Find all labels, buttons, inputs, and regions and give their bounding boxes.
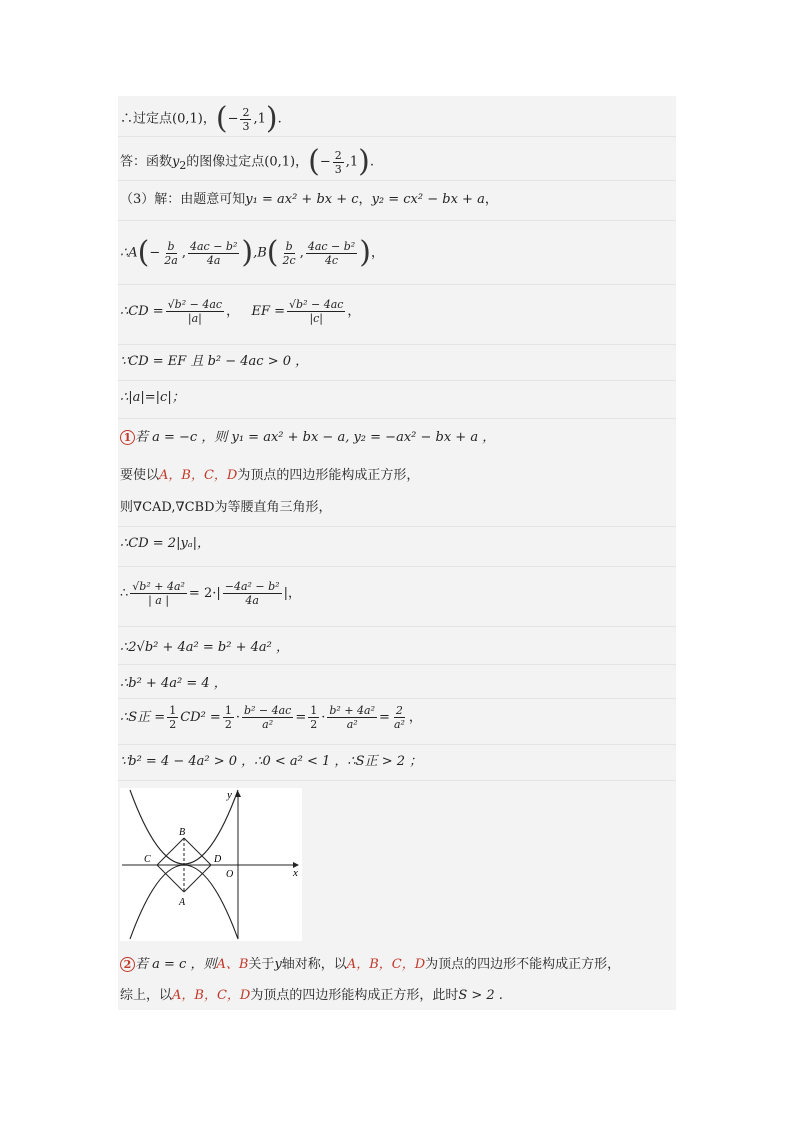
fraction xyxy=(287,298,345,325)
denominator: 2 xyxy=(310,718,318,731)
row-divider xyxy=(118,380,676,381)
numerator: 2 xyxy=(242,105,250,119)
circled-number-2: 2 xyxy=(120,957,135,972)
denominator: | a | xyxy=(148,594,170,607)
text: y xyxy=(274,957,282,972)
text: ， xyxy=(408,710,422,725)
row-divider xyxy=(118,780,676,781)
row-divider xyxy=(118,626,676,627)
line-ratio xyxy=(120,580,301,607)
denominator: 3 xyxy=(242,119,250,133)
parabola-svg xyxy=(120,788,302,941)
text: ∴CD = xyxy=(120,304,164,319)
fraction xyxy=(223,580,282,607)
line-cd-2ya: ∴CD = 2|yₐ|， xyxy=(120,536,211,551)
fraction xyxy=(166,298,224,325)
line-since-cd-ef: ∵CD = EF 且 b² − 4ac > 0 ， xyxy=(120,354,309,369)
row-divider xyxy=(118,664,676,665)
line-isosceles: 则∇CAD,∇CBD为等腰直角三角形， xyxy=(120,500,332,515)
fraction xyxy=(392,704,407,731)
text: (0,1) xyxy=(264,154,296,170)
denominator: a² xyxy=(346,718,358,731)
paren: ( xyxy=(266,235,279,270)
fraction xyxy=(333,149,344,176)
line-abs-equal: ∴|a|=|c|； xyxy=(120,390,185,405)
fraction xyxy=(162,240,180,267)
numerator: 1 xyxy=(310,704,318,717)
text: |， xyxy=(283,586,301,601)
row-divider xyxy=(118,418,676,419)
text: ， xyxy=(295,154,309,170)
text: EF = xyxy=(251,304,286,319)
text: 要使以 xyxy=(120,468,160,483)
row-divider xyxy=(118,566,676,567)
text: 若 a = c ，则 xyxy=(135,957,217,972)
numerator: √b² + 4a² xyxy=(132,580,185,593)
line-conclusion-s: ∵b² = 4 − 4a² > 0 ，∴0 < a² < 1 ，∴S正 > 2 ； xyxy=(120,754,423,769)
paren: ( xyxy=(215,101,228,136)
denominator: 3 xyxy=(334,162,342,176)
text: 答：函数 xyxy=(120,154,173,170)
text: A、B xyxy=(216,957,249,972)
line-cd-ef xyxy=(120,298,360,325)
row-divider xyxy=(118,284,676,285)
parabola-figure xyxy=(120,788,302,941)
text: A，B，C，D xyxy=(346,957,426,972)
denominator: 2 xyxy=(224,718,232,731)
numerator: √b² − 4ac xyxy=(167,298,223,311)
numerator: 2 xyxy=(395,704,403,717)
text: ∴S正 = xyxy=(120,710,166,725)
text: ， xyxy=(358,192,372,207)
text: = 2·| xyxy=(188,586,221,601)
text: ∴A xyxy=(120,245,138,261)
numerator: √b² − 4ac xyxy=(289,298,344,311)
paren: ) xyxy=(359,235,371,270)
denominator: |a| xyxy=(187,312,202,325)
label-x: x xyxy=(293,867,298,879)
denominator: 4a xyxy=(206,253,221,267)
text: ,B xyxy=(253,245,267,261)
fraction xyxy=(240,106,251,133)
denominator: 4c xyxy=(324,253,339,267)
numerator: 1 xyxy=(169,704,177,717)
fraction xyxy=(223,704,234,731)
line-case1 xyxy=(120,428,495,448)
text: ， xyxy=(347,304,361,319)
text: CD² = xyxy=(180,710,221,725)
text: （3）解：由题意可知 xyxy=(120,192,246,207)
text: − xyxy=(319,154,331,170)
row-divider xyxy=(118,220,676,221)
text: 综上，以 xyxy=(120,988,173,1003)
label-d: D xyxy=(214,854,222,865)
text: ,1 xyxy=(345,154,359,170)
row-divider xyxy=(118,344,676,345)
fraction xyxy=(188,240,239,267)
paren: ( xyxy=(308,144,320,179)
text: y xyxy=(172,154,180,170)
fraction xyxy=(167,704,178,731)
row-divider xyxy=(118,526,676,527)
line-summary xyxy=(120,986,503,1006)
row-divider xyxy=(118,744,676,745)
text: 为顶点的四边形能构成正方形， xyxy=(237,468,420,483)
numerator: b xyxy=(285,239,293,253)
line-vertex-coords: ∴A(− $\frac{b}{2a}$ , $\frac{\text{4ac − b²}}{4a}$ ),B( $\frac{b}{2c}$ , $\frac{\text{4ac − b²}}{4c}$ )， xyxy=(120,235,384,270)
label-c: C xyxy=(144,854,151,865)
text: A，B，C，D xyxy=(159,468,238,483)
row-divider xyxy=(118,136,676,137)
fraction xyxy=(327,704,377,731)
text: = xyxy=(295,710,307,725)
text: (0,1) xyxy=(172,111,203,127)
text: ， xyxy=(202,111,216,127)
label-b: B xyxy=(179,827,186,838)
text: − xyxy=(149,245,161,261)
text: ∴ xyxy=(120,586,129,601)
segment-cb xyxy=(157,838,184,865)
denominator: 4a xyxy=(245,594,259,607)
denominator: a² xyxy=(393,718,405,731)
text: 2 xyxy=(179,159,187,173)
numerator: 4ac − b² xyxy=(190,239,238,253)
text: y₂ = cx² − bx + a xyxy=(371,192,485,207)
text: 为顶点的四边形不能构成正方形， xyxy=(425,957,621,972)
numerator: b² − 4ac xyxy=(243,704,292,717)
denominator: |c| xyxy=(309,312,324,325)
fraction xyxy=(130,580,187,607)
circled-number-1: 1 xyxy=(120,430,135,445)
text: · xyxy=(321,710,326,725)
numerator: b² + 4a² xyxy=(329,704,376,717)
fraction xyxy=(308,704,319,731)
text: ， xyxy=(226,304,240,319)
paren: ) xyxy=(241,235,254,270)
fraction xyxy=(242,704,293,731)
denominator: a² xyxy=(262,718,274,731)
text: 为顶点的四边形能构成正方形，此时 xyxy=(250,988,459,1003)
numerator: 1 xyxy=(224,704,232,717)
line-area xyxy=(120,704,422,731)
text: · xyxy=(235,710,240,725)
line-fixed-points xyxy=(120,101,282,136)
fraction xyxy=(306,240,357,267)
text: . xyxy=(369,154,375,170)
text: 若 a = −c ，则 y₁ = ax² + bx − a, y₂ = −ax² − bx + a ， xyxy=(135,430,496,445)
fraction xyxy=(281,240,298,267)
label-o: O xyxy=(226,869,234,880)
denominator: 2c xyxy=(282,253,296,267)
paren: ) xyxy=(358,144,370,179)
text: − xyxy=(227,111,239,127)
numerator: 2 xyxy=(334,148,342,162)
numerator: b xyxy=(167,239,175,253)
denominator: 2a xyxy=(164,253,178,267)
line-square-condition xyxy=(120,466,419,486)
line-answer xyxy=(120,144,375,179)
text: 的图像过定点 xyxy=(186,154,265,170)
text: = xyxy=(379,710,390,725)
text: ,1 xyxy=(253,111,266,127)
paren: ( xyxy=(137,235,150,270)
line-part3 xyxy=(120,190,498,210)
numerator: 4ac − b² xyxy=(307,239,356,253)
text: ， xyxy=(484,192,498,207)
text: 轴对称，以 xyxy=(281,957,347,972)
label-y: y xyxy=(227,789,232,801)
text: ∴过定点 xyxy=(120,111,173,127)
text: S > 2 . xyxy=(458,988,503,1003)
line-case2 xyxy=(120,955,620,975)
row-divider xyxy=(118,698,676,699)
segment-bd xyxy=(184,838,211,865)
label-a: A xyxy=(179,897,186,908)
paren: ) xyxy=(265,101,278,136)
text: y₁ = ax² + bx + c xyxy=(245,192,359,207)
numerator: −4a² − b² xyxy=(224,580,280,593)
text: ， xyxy=(370,245,384,261)
text: 关于 xyxy=(248,957,275,972)
line-sqrt-eq: ∴2√b² + 4a² = b² + 4a² ， xyxy=(120,640,289,655)
text: A，B，C，D xyxy=(172,988,251,1003)
row-divider xyxy=(118,180,676,181)
text: . xyxy=(277,111,282,127)
denominator: 2 xyxy=(169,718,177,731)
line-sum-eq: ∴b² + 4a² = 4 ， xyxy=(120,676,227,691)
